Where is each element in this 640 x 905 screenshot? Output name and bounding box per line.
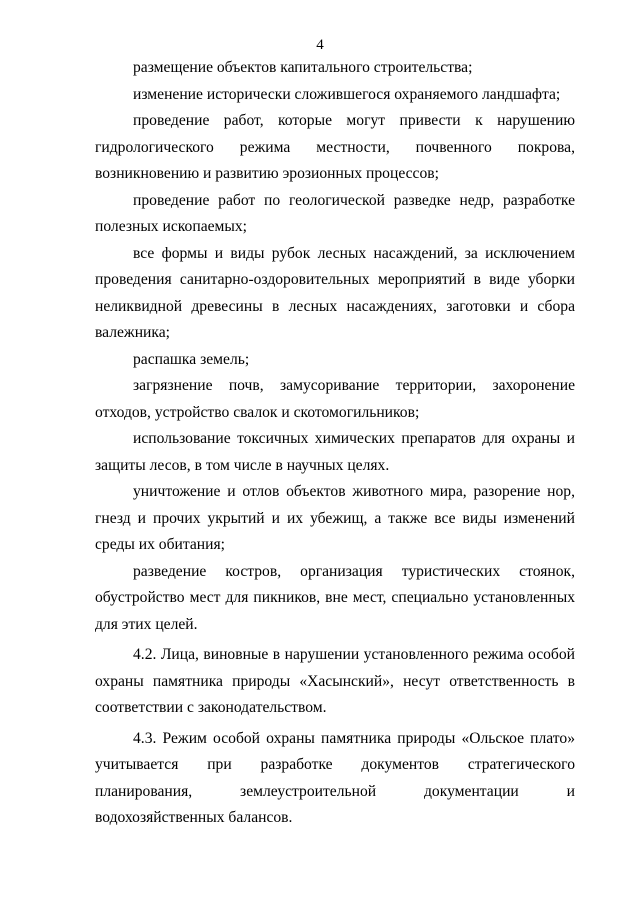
page-number: 4 (316, 37, 324, 53)
list-item-wildlife-destruction: уничтожение и отлов объектов животного мира, разорение нор, гнезд и прочих укрытий и их убежищ, а также все виды изменений среды их обитания; (95, 483, 575, 553)
list-item-ploughing: распашка земель; (133, 350, 250, 368)
list-item-forest-felling: все формы и виды рубок лесных насаждений, за исключением проведения санитарно-оздоровительных мероприятий в виде уборки неликвидной древесины в лесных насаждениях, заготовки и сбора валежника; (95, 244, 575, 341)
list-item-hydrological-works: проведение работ, которые могут привести к нарушению гидрологического режима местности, почвенного покрова, возникновению и развитию эрозионных процессов; (95, 112, 575, 182)
list-item-soil-pollution: загрязнение почв, замусоривание территории, захоронение отходов, устройство свалок и скотомогильников; (95, 377, 575, 421)
section-4-2-paragraph: 4.2. Лица, виновные в нарушении установленного режима особой охраны памятника природы «Хасынский», несут ответственность в соответствии с законодательством. (95, 646, 575, 716)
list-item-geological-exploration: проведение работ по геологической разведке недр, разработке полезных ископаемых; (95, 191, 575, 235)
document-body (95, 55, 575, 832)
list-item-toxic-chemicals: использование токсичных химических препаратов для охраны и защиты лесов, в том числе в научных целях. (95, 430, 575, 474)
list-item-capital-construction: размещение объектов капитального строительства; (133, 59, 473, 76)
list-item-landscape-change: изменение исторически сложившегося охраняемого ландшафта; (133, 85, 561, 103)
section-4-3-paragraph: 4.3. Режим особой охраны памятника природы «Ольское плато» учитывается при разработке документов стратегического планирования, землеустроительной документации и водохозяйственных балансов. (95, 729, 575, 826)
list-item-campfires: разведение костров, организация туристических стоянок, обустройство мест для пикников, вне мест, специально установленных для этих целей. (95, 562, 575, 633)
